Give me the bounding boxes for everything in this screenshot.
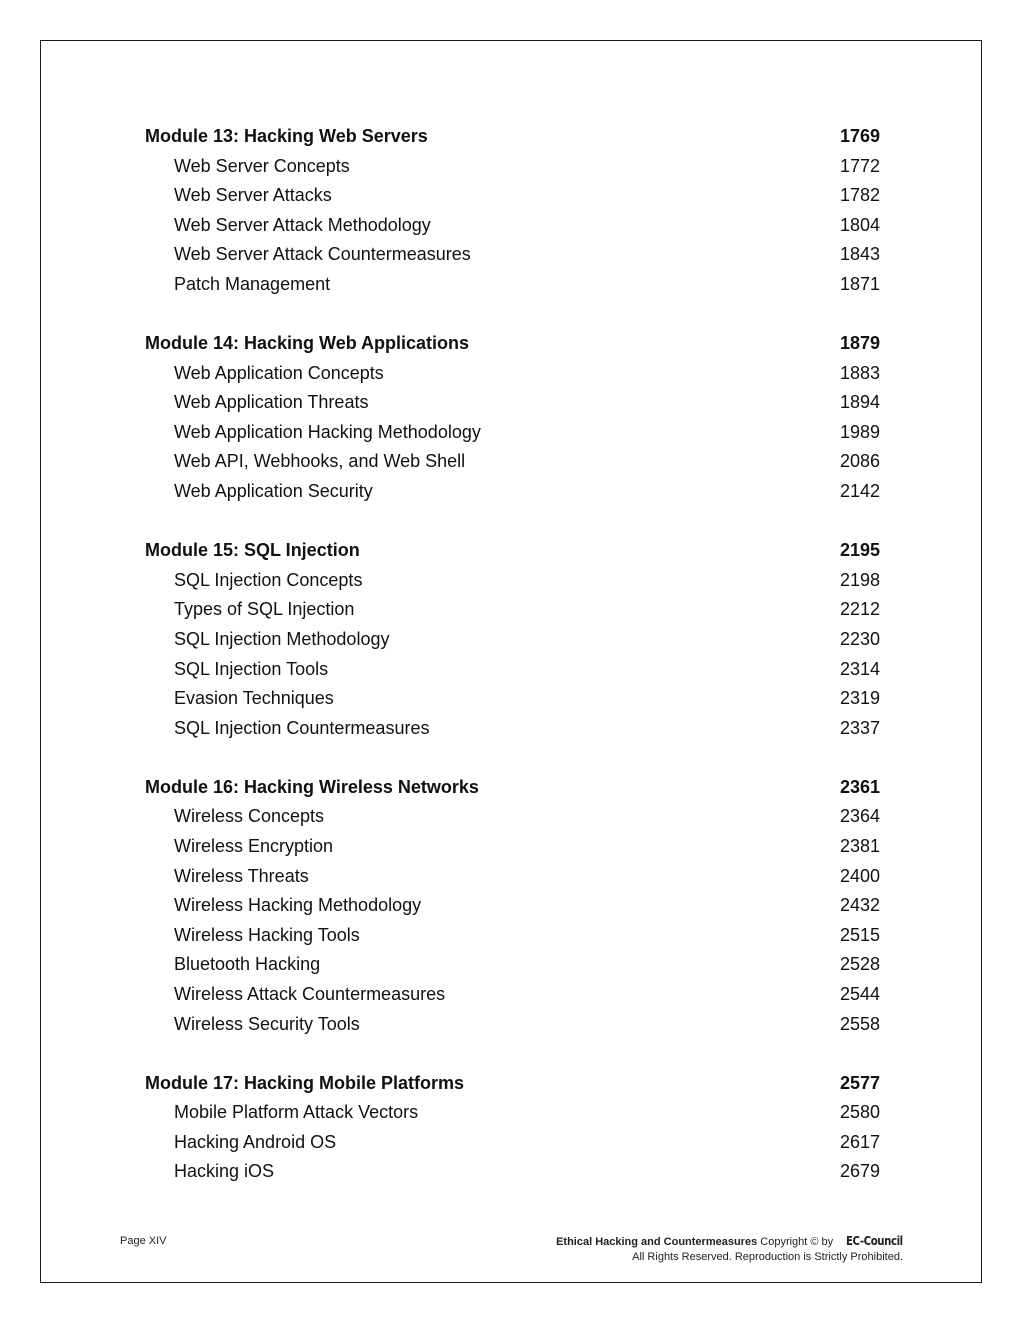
module-title: Module 13: Hacking Web Servers: [145, 126, 428, 146]
module-heading: [145, 1069, 880, 1099]
section-page-number: 1804: [839, 214, 880, 235]
toc-entry: [145, 447, 880, 477]
section-page-number: 1871: [839, 273, 880, 294]
section-page-number: 1894: [839, 392, 880, 413]
section-page-number: 2198: [839, 569, 880, 590]
section-page-number: 2142: [839, 481, 880, 502]
section-page-number: 2364: [839, 806, 880, 827]
section-page-number: 1772: [839, 155, 880, 176]
section-page-number: 2544: [839, 983, 880, 1004]
toc-entry: [145, 891, 880, 921]
toc-entry: [145, 240, 880, 270]
copyright-text: Copyright © by: [760, 1236, 834, 1248]
module-heading: [145, 536, 880, 566]
section-title: Wireless Hacking Tools: [174, 924, 360, 945]
module-title: Module 14: Hacking Web Applications: [145, 333, 470, 354]
toc-module: [145, 1069, 880, 1187]
toc-module: [145, 122, 880, 300]
toc-entry: [145, 270, 880, 300]
section-title: Web Application Concepts: [174, 362, 384, 383]
page-number: Page XIV: [120, 1235, 167, 1247]
section-page-number: 2337: [839, 717, 880, 738]
section-page-number: 1843: [839, 244, 880, 265]
toc-entry: [145, 921, 880, 951]
toc-entry: [145, 1157, 880, 1187]
section-page-number: 2580: [839, 1102, 880, 1123]
toc-entry: [145, 980, 880, 1010]
section-title: Web Server Attacks: [174, 185, 332, 206]
section-title: Patch Management: [174, 273, 331, 294]
toc-entry: [145, 655, 880, 685]
rights-notice: All Rights Reserved. Reproduction is Strictly Prohibited.: [632, 1251, 903, 1263]
module-page-number: 2577: [839, 1072, 880, 1093]
module-heading: [145, 773, 880, 803]
section-page-number: 2432: [839, 895, 880, 916]
section-title: Wireless Security Tools: [174, 1013, 360, 1034]
toc-module: [145, 536, 880, 743]
toc-entry: [145, 388, 880, 418]
toc-entry: [145, 1128, 880, 1158]
section-page-number: 2528: [839, 954, 880, 975]
module-page-number: 1879: [839, 333, 880, 354]
toc-module: [145, 329, 880, 507]
toc-entry: [145, 832, 880, 862]
section-title: Mobile Platform Attack Vectors: [174, 1102, 419, 1123]
section-page-number: 2558: [839, 1013, 880, 1034]
section-page-number: 2319: [839, 688, 880, 709]
module-page-number: 1769: [839, 126, 880, 146]
section-title: Web Server Attack Methodology: [174, 214, 431, 235]
toc-entry: [145, 211, 880, 241]
section-page-number: 2515: [839, 924, 880, 945]
module-heading: [145, 329, 880, 359]
toc-entry: [145, 714, 880, 744]
section-title: SQL Injection Countermeasures: [174, 717, 430, 738]
section-page-number: 2400: [839, 865, 880, 886]
section-page-number: 2230: [839, 628, 880, 649]
section-title: SQL Injection Concepts: [174, 569, 363, 590]
section-page-number: 2086: [839, 451, 880, 472]
section-title: SQL Injection Tools: [174, 658, 329, 679]
section-title: Hacking Android OS: [174, 1131, 337, 1152]
table-of-contents: [145, 122, 880, 1217]
copyright-line: [556, 1234, 903, 1250]
module-page-number: 2361: [839, 776, 880, 797]
toc-entry: [145, 862, 880, 892]
toc-entry: [145, 1098, 880, 1128]
section-page-number: 1989: [839, 421, 880, 442]
toc-module: [145, 773, 880, 1039]
toc-entry: [145, 418, 880, 448]
toc-entry: [145, 359, 880, 389]
section-title: Wireless Concepts: [174, 806, 325, 827]
section-title: Wireless Hacking Methodology: [174, 895, 422, 916]
section-page-number: 2679: [839, 1161, 880, 1182]
section-title: Hacking iOS: [174, 1161, 275, 1182]
toc-entry: [145, 477, 880, 507]
section-title: Web API, Webhooks, and Web Shell: [174, 451, 466, 472]
section-page-number: 2617: [839, 1131, 880, 1152]
copyright-footer: [556, 1234, 903, 1265]
section-title: Wireless Encryption: [174, 835, 334, 856]
module-title: Module 15: SQL Injection: [145, 540, 360, 561]
toc-entry: [145, 566, 880, 596]
section-page-number: 1883: [839, 362, 880, 383]
toc-entry: [145, 152, 880, 182]
brand-logo-text: EC-Council: [846, 1234, 903, 1248]
module-title: Module 16: Hacking Wireless Networks: [145, 776, 479, 797]
section-page-number: 1782: [839, 185, 880, 206]
section-title: SQL Injection Methodology: [174, 628, 390, 649]
toc-entry: [145, 950, 880, 980]
module-heading: [145, 122, 880, 152]
toc-entry: [145, 1010, 880, 1040]
toc-entry: [145, 684, 880, 714]
section-title: Evasion Techniques: [174, 688, 334, 709]
section-title: Wireless Attack Countermeasures: [174, 983, 446, 1004]
section-page-number: 2212: [839, 599, 880, 620]
section-title: Types of SQL Injection: [174, 599, 355, 620]
section-page-number: 2381: [839, 835, 880, 856]
section-title: Bluetooth Hacking: [174, 954, 321, 975]
section-title: Web Server Concepts: [174, 155, 350, 176]
module-page-number: 2195: [839, 540, 880, 561]
toc-entry: [145, 625, 880, 655]
section-title: Web Application Security: [174, 481, 373, 502]
section-page-number: 2314: [839, 658, 880, 679]
book-title: Ethical Hacking and Countermeasures: [556, 1236, 758, 1248]
toc-entry: [145, 181, 880, 211]
toc-entry: [145, 595, 880, 625]
module-title: Module 17: Hacking Mobile Platforms: [145, 1072, 465, 1093]
section-title: Wireless Threats: [174, 865, 309, 886]
section-title: Web Application Hacking Methodology: [174, 421, 481, 442]
section-title: Web Server Attack Countermeasures: [174, 244, 471, 265]
section-title: Web Application Threats: [174, 392, 369, 413]
toc-entry: [145, 802, 880, 832]
